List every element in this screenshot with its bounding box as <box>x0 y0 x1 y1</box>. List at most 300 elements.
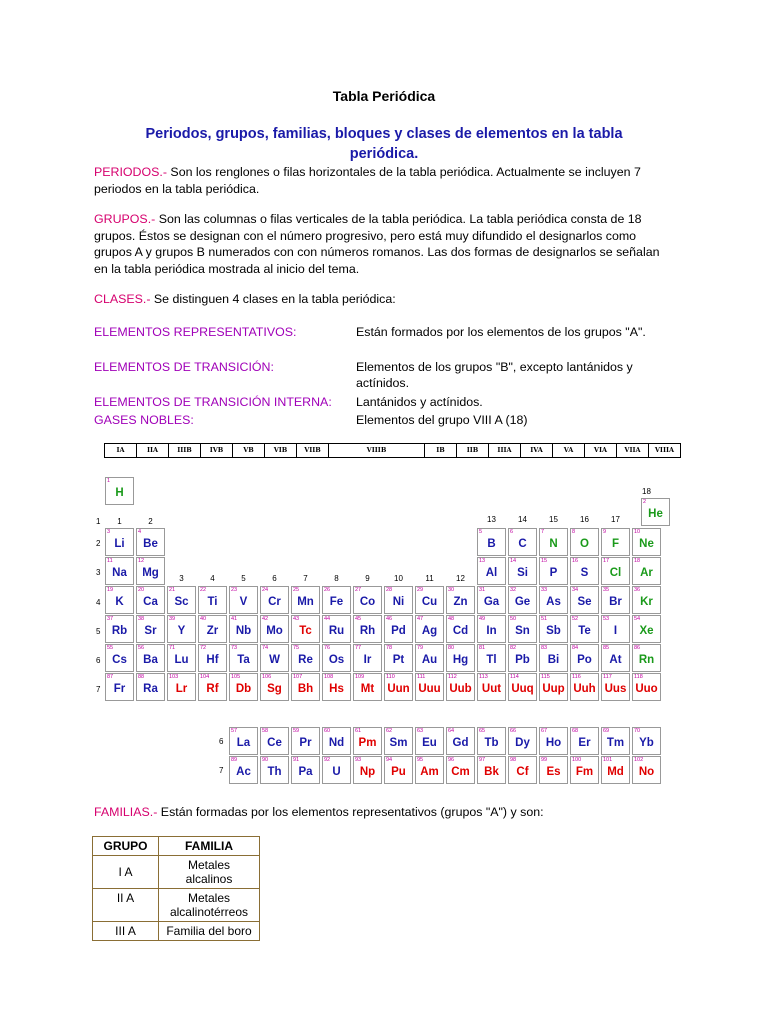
period-number: 4 <box>96 598 101 607</box>
group-number: 18 <box>642 487 651 496</box>
atomic-number: 116 <box>572 674 581 680</box>
atomic-number: 4 <box>138 529 142 535</box>
element-co <box>353 586 382 614</box>
element-uun <box>384 673 413 701</box>
element-mo <box>260 615 289 643</box>
element-ir <box>353 644 382 672</box>
element-pt <box>384 644 413 672</box>
element-symbol: K <box>115 596 124 608</box>
element-symbol: Dy <box>515 737 530 749</box>
group-header-iva: IVA <box>521 444 553 457</box>
element-rb <box>105 615 134 643</box>
atomic-number: 38 <box>138 616 145 622</box>
atomic-number: 94 <box>386 757 393 763</box>
atomic-number: 8 <box>572 529 576 535</box>
element-symbol: U <box>332 766 341 778</box>
periodos-label: PERIODOS.- <box>94 165 167 179</box>
element-symbol: Fr <box>113 683 126 695</box>
atomic-number: 5 <box>479 529 483 535</box>
table-row <box>93 856 260 889</box>
atomic-number: 101 <box>603 757 613 763</box>
group-number: 11 <box>425 574 434 583</box>
element-symbol: Mn <box>297 596 314 608</box>
element-al <box>477 557 506 585</box>
element-symbol: Uub <box>449 683 472 695</box>
family-name-cell: Familia del boro <box>159 922 260 941</box>
atomic-number: 46 <box>386 616 393 622</box>
atomic-number: 24 <box>262 587 269 593</box>
atomic-number: 45 <box>355 616 362 622</box>
atomic-number: 29 <box>417 587 424 593</box>
atomic-number: 89 <box>231 757 238 763</box>
group-header-iiia: IIIA <box>489 444 521 457</box>
group-header-viia: VIIA <box>617 444 649 457</box>
atomic-number: 52 <box>572 616 579 622</box>
element-cu <box>415 586 444 614</box>
class-desc-representativos: Están formados por los elementos de los grupos "A". <box>356 325 646 339</box>
element-symbol: Se <box>577 596 592 608</box>
atomic-number: 92 <box>324 757 331 763</box>
element-eu <box>415 727 444 755</box>
atomic-number: 114 <box>510 674 519 680</box>
group-header-viiia: VIIIA <box>654 446 675 454</box>
atomic-number: 59 <box>293 728 300 734</box>
group-number: 7 <box>303 574 308 583</box>
element-mn <box>291 586 320 614</box>
atomic-number: 115 <box>541 674 550 680</box>
atomic-number: 55 <box>107 645 114 651</box>
family-group-cell: III A <box>93 922 159 941</box>
atomic-number: 74 <box>262 645 269 651</box>
element-y <box>167 615 196 643</box>
periodos-text: Son los renglones o filas horizontales de la tabla periódica. Actualmente se incluyen 7 periodos en la tabla periódica. <box>94 165 641 196</box>
element-fr <box>105 673 134 701</box>
period-number: 6 <box>96 656 101 665</box>
element-sg <box>260 673 289 701</box>
atomic-number: 42 <box>262 616 269 622</box>
atomic-number: 44 <box>324 616 331 622</box>
element-symbol: Uuu <box>418 683 441 695</box>
group-header-ia: IA <box>105 444 137 457</box>
element-ni <box>384 586 413 614</box>
element-pm <box>353 727 382 755</box>
element-symbol: Ir <box>363 654 372 666</box>
element-symbol: Ag <box>421 625 438 637</box>
element-nb <box>229 615 258 643</box>
atomic-number: 65 <box>479 728 486 734</box>
atomic-number: 27 <box>355 587 362 593</box>
element-symbol: Sb <box>546 625 561 637</box>
families-table <box>92 836 260 941</box>
element-symbol: Cs <box>112 654 127 666</box>
element-symbol: Pt <box>392 654 405 666</box>
group-header-iiib: IIIB <box>169 444 201 457</box>
element-symbol: Hf <box>206 654 219 666</box>
element-ar <box>632 557 661 585</box>
element-fm <box>570 756 599 784</box>
element-symbol: W <box>269 654 280 666</box>
atomic-number: 43 <box>293 616 300 622</box>
element-symbol: Xe <box>639 625 654 637</box>
element-cs <box>105 644 134 672</box>
element-sm <box>384 727 413 755</box>
element-uut <box>477 673 506 701</box>
atomic-number: 63 <box>417 728 424 734</box>
element-symbol: Cu <box>421 596 438 608</box>
element-symbol: F <box>611 538 620 550</box>
family-name-cell: Metales alcalinos <box>159 856 260 889</box>
atomic-number: 32 <box>510 587 517 593</box>
atomic-number: 30 <box>448 587 455 593</box>
element-symbol: Mt <box>360 683 375 695</box>
atomic-number: 21 <box>169 587 176 593</box>
familias-text: Están formadas por los elementos representativos (grupos "A") y son: <box>157 805 544 819</box>
element-v <box>229 586 258 614</box>
element-cl <box>601 557 630 585</box>
element-symbol: Au <box>421 654 438 666</box>
class-name-transicion-interna: ELEMENTOS DE TRANSICIÓN INTERNA: <box>94 395 332 409</box>
element-symbol: Gd <box>452 737 469 749</box>
element-symbol: Tl <box>486 654 497 666</box>
element-pr <box>291 727 320 755</box>
element-cr <box>260 586 289 614</box>
element-symbol: Br <box>609 596 622 608</box>
clases-paragraph <box>94 291 674 308</box>
atomic-number: 50 <box>510 616 517 622</box>
atomic-number: 62 <box>386 728 393 734</box>
element-po <box>570 644 599 672</box>
element-symbol: Ni <box>392 596 405 608</box>
element-c <box>508 528 537 556</box>
element-symbol: Uuq <box>511 683 534 695</box>
element-cf <box>508 756 537 784</box>
element-symbol: Ba <box>143 654 158 666</box>
element-symbol: Pr <box>299 737 312 749</box>
element-i <box>601 615 630 643</box>
element-symbol: C <box>518 538 527 550</box>
element-am <box>415 756 444 784</box>
element-sb <box>539 615 568 643</box>
atomic-number: 14 <box>510 558 517 564</box>
element-ba <box>136 644 165 672</box>
element-o <box>570 528 599 556</box>
group-header-iia: IIA <box>137 444 169 457</box>
period-number: 5 <box>96 627 101 636</box>
element-er <box>570 727 599 755</box>
element-tb <box>477 727 506 755</box>
element-symbol: Pb <box>515 654 530 666</box>
element-symbol: Es <box>546 766 561 778</box>
element-symbol: Ac <box>236 766 251 778</box>
class-desc-transicion: Elementos de los grupos "B", excepto lantánidos y actínidos. <box>356 360 633 390</box>
atomic-number: 26 <box>324 587 331 593</box>
element-symbol: Bh <box>297 683 314 695</box>
element-uus <box>601 673 630 701</box>
element-symbol: Er <box>578 737 591 749</box>
element-uuq <box>508 673 537 701</box>
atomic-number: 2 <box>643 499 647 505</box>
element-symbol: Md <box>607 766 624 778</box>
atomic-number: 17 <box>603 558 610 564</box>
element-symbol: B <box>487 538 496 550</box>
period-number: 2 <box>96 539 101 548</box>
atomic-number: 88 <box>138 674 145 680</box>
group-number: 14 <box>518 515 527 524</box>
element-symbol: Mg <box>142 567 159 579</box>
atomic-number: 95 <box>417 757 424 763</box>
element-symbol: Np <box>359 766 376 778</box>
element-symbol: La <box>236 737 251 749</box>
atomic-number: 48 <box>448 616 455 622</box>
element-symbol: Bk <box>484 766 499 778</box>
atomic-number: 67 <box>541 728 548 734</box>
element-symbol: No <box>638 766 655 778</box>
atomic-number: 118 <box>634 674 643 680</box>
group-number: 13 <box>487 515 496 524</box>
atomic-number: 97 <box>479 757 486 763</box>
atomic-number: 23 <box>231 587 238 593</box>
periodos-paragraph <box>94 164 674 197</box>
element-n <box>539 528 568 556</box>
element-symbol: Rf <box>206 683 219 695</box>
atomic-number: 56 <box>138 645 145 651</box>
element-symbol: Cr <box>268 596 281 608</box>
element-ru <box>322 615 351 643</box>
group-number: 4 <box>210 574 215 583</box>
element-symbol: Yb <box>639 737 654 749</box>
period-number: 3 <box>96 568 101 577</box>
group-header-via: VIA <box>585 444 617 457</box>
element-es <box>539 756 568 784</box>
atomic-number: 60 <box>324 728 331 734</box>
atomic-number: 93 <box>355 757 362 763</box>
element-xe <box>632 615 661 643</box>
element-ge <box>508 586 537 614</box>
atomic-number: 49 <box>479 616 486 622</box>
element-cd <box>446 615 475 643</box>
element-symbol: Na <box>112 567 127 579</box>
element-kr <box>632 586 661 614</box>
atomic-number: 66 <box>510 728 517 734</box>
atomic-number: 1 <box>107 478 111 484</box>
element-cm <box>446 756 475 784</box>
col-header-familia: FAMILIA <box>159 837 260 856</box>
familias-paragraph <box>94 804 674 821</box>
element-zn <box>446 586 475 614</box>
element-mg <box>136 557 165 585</box>
group-header-vb: VB <box>233 444 265 457</box>
element-pu <box>384 756 413 784</box>
element-symbol: Ho <box>545 737 562 749</box>
atomic-number: 70 <box>634 728 641 734</box>
atomic-number: 64 <box>448 728 455 734</box>
atomic-number: 61 <box>355 728 362 734</box>
atomic-number: 34 <box>572 587 579 593</box>
element-tm <box>601 727 630 755</box>
element-bi <box>539 644 568 672</box>
element-as <box>539 586 568 614</box>
atomic-number: 73 <box>231 645 238 651</box>
element-symbol: Mo <box>266 625 283 637</box>
families-table-header <box>93 837 260 856</box>
element-symbol: Sr <box>144 625 157 637</box>
group-number: 16 <box>580 515 589 524</box>
atomic-number: 113 <box>479 674 488 680</box>
atomic-number: 79 <box>417 645 424 651</box>
element-sc <box>167 586 196 614</box>
element-symbol: Ru <box>328 625 345 637</box>
atomic-number: 28 <box>386 587 393 593</box>
atomic-number: 69 <box>603 728 610 734</box>
class-desc-gases-nobles: Elementos del grupo VIII A (18) <box>356 413 528 427</box>
element-symbol: Lr <box>175 683 188 695</box>
element-hs <box>322 673 351 701</box>
group-header-ivb: IVB <box>201 444 233 457</box>
atomic-number: 57 <box>231 728 238 734</box>
element-symbol: Zr <box>206 625 219 637</box>
element-symbol: Os <box>328 654 345 666</box>
element-zr <box>198 615 227 643</box>
element-symbol: Cf <box>516 766 529 778</box>
element-symbol: Pu <box>391 766 406 778</box>
atomic-number: 25 <box>293 587 300 593</box>
element-symbol: Rn <box>638 654 655 666</box>
element-tl <box>477 644 506 672</box>
atomic-number: 83 <box>541 645 548 651</box>
atomic-number: 33 <box>541 587 548 593</box>
atomic-number: 7 <box>541 529 545 535</box>
element-mt <box>353 673 382 701</box>
element-symbol: Al <box>485 567 498 579</box>
element-db <box>229 673 258 701</box>
element-symbol: Re <box>298 654 313 666</box>
atomic-number: 72 <box>200 645 207 651</box>
element-re <box>291 644 320 672</box>
group-number: 15 <box>549 515 558 524</box>
element-lr <box>167 673 196 701</box>
group-number: 8 <box>334 574 339 583</box>
family-group-cell: I A <box>93 856 159 889</box>
atomic-number: 41 <box>231 616 238 622</box>
element-symbol: Ca <box>143 596 158 608</box>
element-symbol: Eu <box>422 737 437 749</box>
atomic-number: 98 <box>510 757 517 763</box>
element-md <box>601 756 630 784</box>
atomic-number: 15 <box>541 558 548 564</box>
atomic-number: 20 <box>138 587 145 593</box>
atomic-number: 76 <box>324 645 331 651</box>
element-os <box>322 644 351 672</box>
element-symbol: Rb <box>111 625 128 637</box>
element-symbol: Nb <box>235 625 252 637</box>
atomic-number: 10 <box>634 529 641 535</box>
atomic-number: 96 <box>448 757 455 763</box>
element-la <box>229 727 258 755</box>
atomic-number: 3 <box>107 529 111 535</box>
atomic-number: 81 <box>479 645 486 651</box>
element-fe <box>322 586 351 614</box>
element-be <box>136 528 165 556</box>
element-symbol: Sn <box>515 625 530 637</box>
element-na <box>105 557 134 585</box>
element-p <box>539 557 568 585</box>
atomic-number: 58 <box>262 728 269 734</box>
atomic-number: 47 <box>417 616 424 622</box>
group-header-viiib: VIIIB <box>329 444 425 457</box>
element-se <box>570 586 599 614</box>
atomic-number: 117 <box>603 674 612 680</box>
f-block-period-number: 6 <box>219 737 224 746</box>
atomic-number: 86 <box>634 645 641 651</box>
family-group-cell: II A <box>93 889 159 922</box>
atomic-number: 112 <box>448 674 457 680</box>
page-subtitle: Periodos, grupos, familias, bloques y clases de elementos en la tabla periódica. <box>145 126 623 162</box>
atomic-number: 108 <box>324 674 334 680</box>
element-ta <box>229 644 258 672</box>
element-u <box>322 756 351 784</box>
atomic-number: 71 <box>169 645 176 651</box>
element-symbol: Si <box>517 567 528 579</box>
element-np <box>353 756 382 784</box>
atomic-number: 77 <box>355 645 362 651</box>
table-row <box>93 889 260 922</box>
familias-label: FAMILIAS.- <box>94 805 158 819</box>
element-symbol: Pa <box>298 766 313 778</box>
atomic-number: 106 <box>262 674 272 680</box>
element-ac <box>229 756 258 784</box>
atomic-number: 110 <box>386 674 395 680</box>
element-symbol: Sc <box>174 596 189 608</box>
element-symbol: Tc <box>299 625 312 637</box>
group-number: 9 <box>365 574 370 583</box>
element-symbol: Ti <box>207 596 218 608</box>
element-symbol: In <box>486 625 497 637</box>
atomic-number: 39 <box>169 616 176 622</box>
element-uuh <box>570 673 599 701</box>
element-sn <box>508 615 537 643</box>
element-symbol: Bi <box>547 654 560 666</box>
atomic-number: 18 <box>634 558 641 564</box>
element-gd <box>446 727 475 755</box>
element-symbol: P <box>549 567 558 579</box>
element-symbol: Po <box>577 654 592 666</box>
element-au <box>415 644 444 672</box>
element-symbol: Db <box>235 683 252 695</box>
element-rh <box>353 615 382 643</box>
atomic-number: 6 <box>510 529 514 535</box>
class-name-representativos: ELEMENTOS REPRESENTATIVOS: <box>94 325 297 339</box>
atomic-number: 36 <box>634 587 641 593</box>
group-number: 5 <box>241 574 246 583</box>
element-in <box>477 615 506 643</box>
atomic-number: 68 <box>572 728 579 734</box>
element-pd <box>384 615 413 643</box>
element-w <box>260 644 289 672</box>
atomic-number: 51 <box>541 616 548 622</box>
group-header-vib: VIB <box>265 444 297 457</box>
page-title: Tabla Periódica <box>332 88 436 104</box>
atomic-number: 102 <box>634 757 644 763</box>
atomic-number: 80 <box>448 645 455 651</box>
element-symbol: Hs <box>329 683 344 695</box>
atomic-number: 53 <box>603 616 610 622</box>
element-symbol: Fm <box>575 766 594 778</box>
atomic-number: 104 <box>200 674 210 680</box>
group-number: 3 <box>179 574 184 583</box>
element-symbol: Rh <box>359 625 376 637</box>
element-hg <box>446 644 475 672</box>
atomic-number: 111 <box>417 674 426 680</box>
